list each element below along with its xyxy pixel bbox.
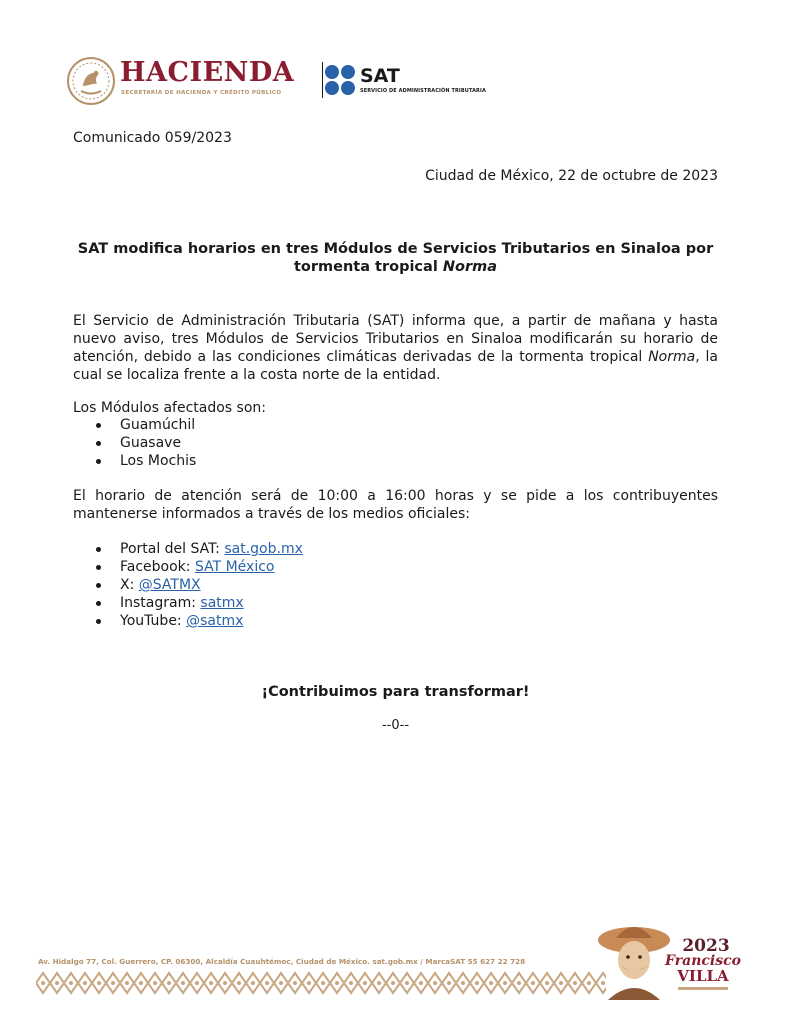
page-title: [73, 240, 718, 276]
dateline: Ciudad de México, 22 de octubre de 2023: [425, 168, 718, 184]
document-number: Comunicado 059/2023: [73, 130, 232, 146]
header-divider: [322, 62, 323, 98]
channel-label: Instagram:: [120, 595, 196, 611]
sat-subtitle: SERVICIO DE ADMINISTRACIÓN TRIBUTARIA: [360, 88, 486, 94]
list-item: Guasave: [73, 434, 196, 452]
channel-label: YouTube:: [120, 613, 182, 629]
channels-list: [73, 540, 303, 630]
mexican-coat-of-arms-icon: [66, 56, 116, 106]
facebook-link[interactable]: SAT México: [194, 559, 275, 575]
affected-intro: Los Módulos afectados son:: [73, 400, 266, 416]
letterhead: [62, 52, 502, 110]
intro-text-1: El Servicio de Administración Tributaria (SAT) informa que, a partir de mañana y hasta nuevo aviso, tres Módulos de Servicios Tributarios en Sinaloa modificarán su horario de atención, debido a las condiciones climáticas derivadas de la tormenta tropical: [73, 313, 718, 365]
sat-portal-link[interactable]: sat.gob.mx: [224, 541, 303, 557]
end-mark: --0--: [381, 718, 410, 733]
emblem-year: 2023: [682, 936, 730, 956]
list-item: [73, 612, 303, 630]
youtube-link[interactable]: @satmx: [186, 613, 244, 629]
intro-text-2: , la cual se localiza frente a la costa norte de la entidad.: [73, 349, 719, 383]
sat-dots-logo-icon: [324, 64, 356, 96]
list-item: [73, 540, 303, 558]
title-main: SAT modifica horarios en tres Módulos de Servicios Tributarios en Sinaloa por tormenta tropical: [77, 241, 714, 275]
modules-list: [73, 416, 196, 470]
list-item: [73, 558, 303, 576]
intro-storm-name: Norma: [648, 349, 696, 365]
intro-paragraph: [73, 312, 718, 384]
x-link[interactable]: @SATMX: [138, 577, 201, 593]
footer-address: Av. Hidalgo 77, Col. Guerrero, CP. 06300, Alcaldía Cuauhtémoc, Ciudad de México. sat.gob.mx / MarcaSAT 55 627 22 728: [38, 957, 526, 966]
sat-wordmark: SAT: [360, 65, 400, 87]
title-storm-name: Norma: [442, 259, 498, 275]
footer-pattern-band: [36, 969, 606, 997]
motto: ¡Contribuimos para transformar!: [261, 684, 530, 700]
instagram-link[interactable]: satmx: [200, 595, 244, 611]
list-item: Guamúchil: [73, 416, 196, 434]
list-item: [73, 594, 303, 612]
channel-label: X:: [120, 577, 135, 593]
channel-label: Facebook:: [120, 559, 191, 575]
hacienda-subtitle: SECRETARÍA DE HACIENDA Y CRÉDITO PÚBLICO: [121, 90, 282, 96]
emblem-ribbon: [678, 987, 728, 990]
list-item: [73, 576, 303, 594]
emblem-last-name: VILLA: [677, 967, 729, 985]
schedule-paragraph: El horario de atención será de 10:00 a 16:00 horas y se pide a los contribuyentes mantenerse informados a través de los medios oficiales:: [73, 488, 718, 522]
channel-label: Portal del SAT:: [120, 541, 220, 557]
list-item: Los Mochis: [73, 452, 196, 470]
emblem-first-name: Francisco: [665, 953, 741, 969]
hacienda-wordmark: HACIENDA: [120, 57, 295, 88]
francisco-villa-portrait-icon: [594, 918, 674, 1000]
